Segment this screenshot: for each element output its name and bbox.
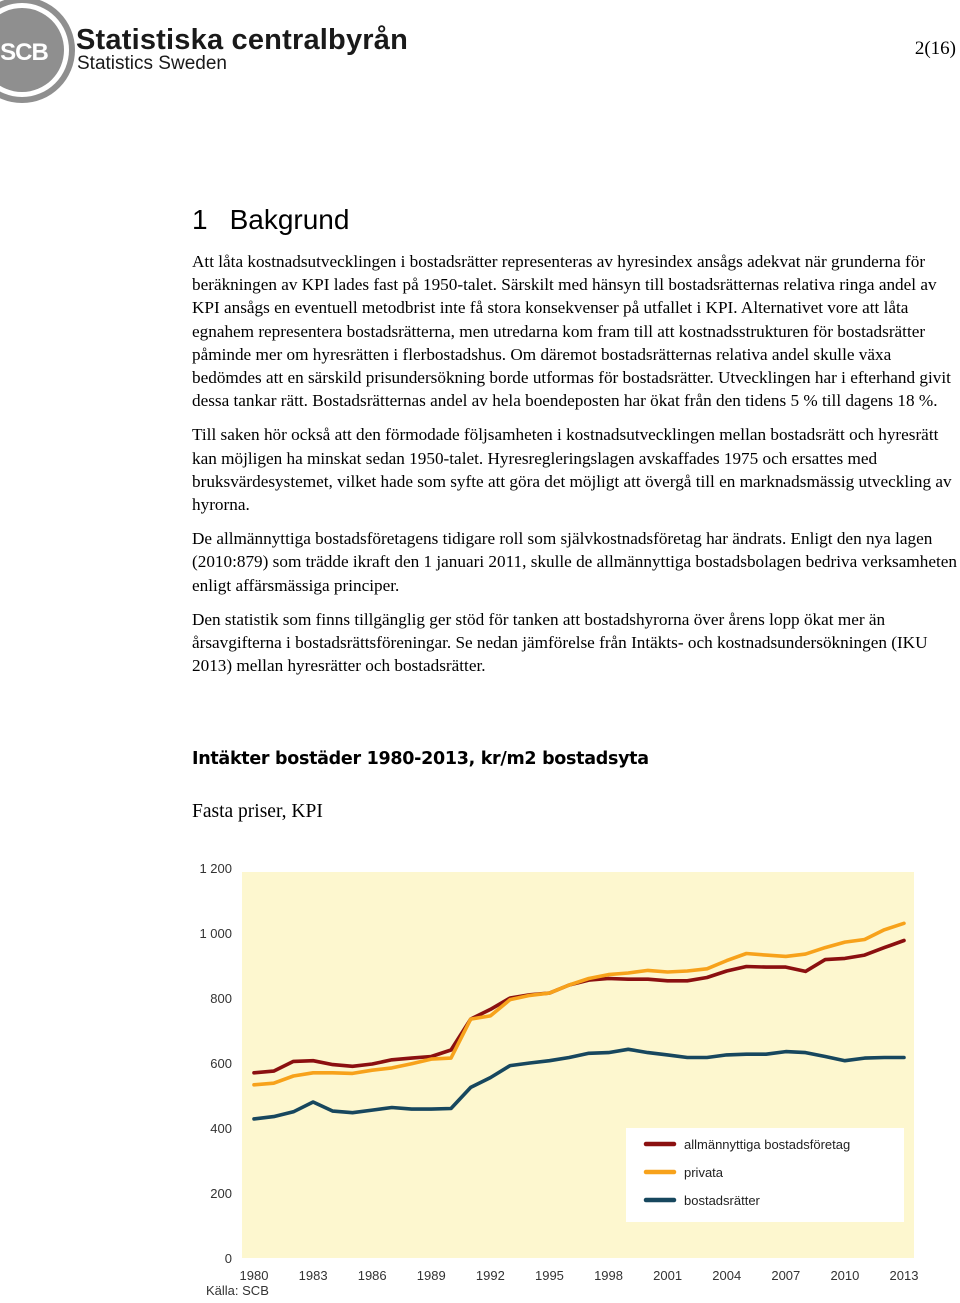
x-tick-label: 2010: [830, 1268, 860, 1283]
scb-logo-mark: [0, 0, 76, 110]
figure-title: Intäkter bostäder 1980-2013, kr/m2 bostadsyta: [192, 749, 649, 769]
body-text: [192, 250, 960, 688]
y-tick-label: 1 200: [199, 861, 232, 876]
x-tick-label: 1983: [298, 1268, 328, 1283]
legend-label: privata: [684, 1165, 724, 1180]
paragraph: Till saken hör också att den förmodade följsamheten i kostnadsutvecklingen mellan bostadsrätt och hyresrätt kan möjligen ha minskat sedan 1950-talet. Hyresregleringslagen avskaffades 1975 och ersattes med bruksvärdesystemet, vilket hade som syfte att göra det möjligt att övergå till en marknadsmässig utveckling av hyrorna.: [192, 425, 952, 515]
legend-label: allmännyttiga bostadsföretag: [684, 1137, 851, 1152]
section-heading: [192, 204, 349, 236]
section-number: 1: [192, 204, 208, 235]
y-tick-label: 400: [210, 1121, 232, 1136]
section-title: Bakgrund: [229, 204, 350, 235]
x-tick-label: 1992: [475, 1268, 505, 1283]
chart-source: Källa: SCB: [206, 1283, 269, 1298]
y-tick-label: 600: [210, 1056, 232, 1071]
x-tick-label: 1989: [416, 1268, 446, 1283]
x-tick-label: 2013: [889, 1268, 919, 1283]
chart-svg: [190, 852, 920, 1298]
paragraph: Att låta kostnadsutvecklingen i bostadsrätter representeras av hyresindex ansågs adekvat när grunderna för beräkningen av KPI lades fast på 1950-talet. Särskilt med hänsyn till bostadsrätternas relativa ringa andel av KPI ansågs en eventuell metodbrist inte få stora konsekvenser på utfallet i KPI. Alternativet vore att låta egnahem representera bostadsrätterna, men utredarna kom fram till att kostnadsstrukturen för bostadsrätter påminde mer om hyresrätten i flerbostadshus. Om däremot bostadsrätternas relativa andel skulle växa bedömdes att en särskild prisundersökning borde utformas för bostadsrätter. Utvecklingen har i efterhand givit dessa tankar rätt. Bostadsrätternas andel av hela boendeposten har ökat från den tidens 5 % till dagens 18 %.: [192, 252, 951, 411]
paragraph: Den statistik som finns tillgänglig ger stöd för tanken att bostadshyrorna över årens lopp ökat mer än årsavgifterna i bostadsrättsföreningar. Se nedan jämförelse från Intäkts- och kostnadsundersökningen (IKU 2013) mellan hyresrätter och bostadsrätter.: [192, 609, 928, 676]
org-name-english: Statistics Sweden: [77, 53, 227, 74]
x-tick-label: 2004: [712, 1268, 742, 1283]
y-tick-label: 200: [210, 1186, 232, 1201]
y-tick-label: 1 000: [199, 926, 232, 941]
x-tick-label: 1995: [534, 1268, 564, 1283]
legend-label: bostadsrätter: [684, 1193, 760, 1208]
paragraph: De allmännyttiga bostadsföretagens tidigare roll som självkostnadsföretag har ändrats. Enligt den nya lagen (2010:879) som trädde ikraft den 1 januari 2011, skulle de allmännyttiga bostadsbolagen bedriva verksamheten enligt affärsmässiga principer.: [192, 529, 957, 595]
x-tick-label: 2007: [771, 1268, 801, 1283]
y-tick-label: 800: [210, 991, 232, 1006]
org-name: Statistiska centralbyrån: [76, 24, 408, 56]
logo-mark-text: SCB: [0, 39, 48, 66]
figure-subtitle: Fasta priser, KPI: [192, 801, 323, 822]
x-tick-label: 1986: [357, 1268, 387, 1283]
x-tick-label: 2001: [653, 1268, 683, 1283]
scb-logo: [0, 0, 420, 110]
x-tick-label: 1980: [239, 1268, 269, 1283]
y-tick-label: 0: [224, 1251, 232, 1266]
page-number: 2(16): [914, 38, 956, 59]
x-tick-label: 1998: [594, 1268, 624, 1283]
income-chart: [190, 852, 920, 1298]
